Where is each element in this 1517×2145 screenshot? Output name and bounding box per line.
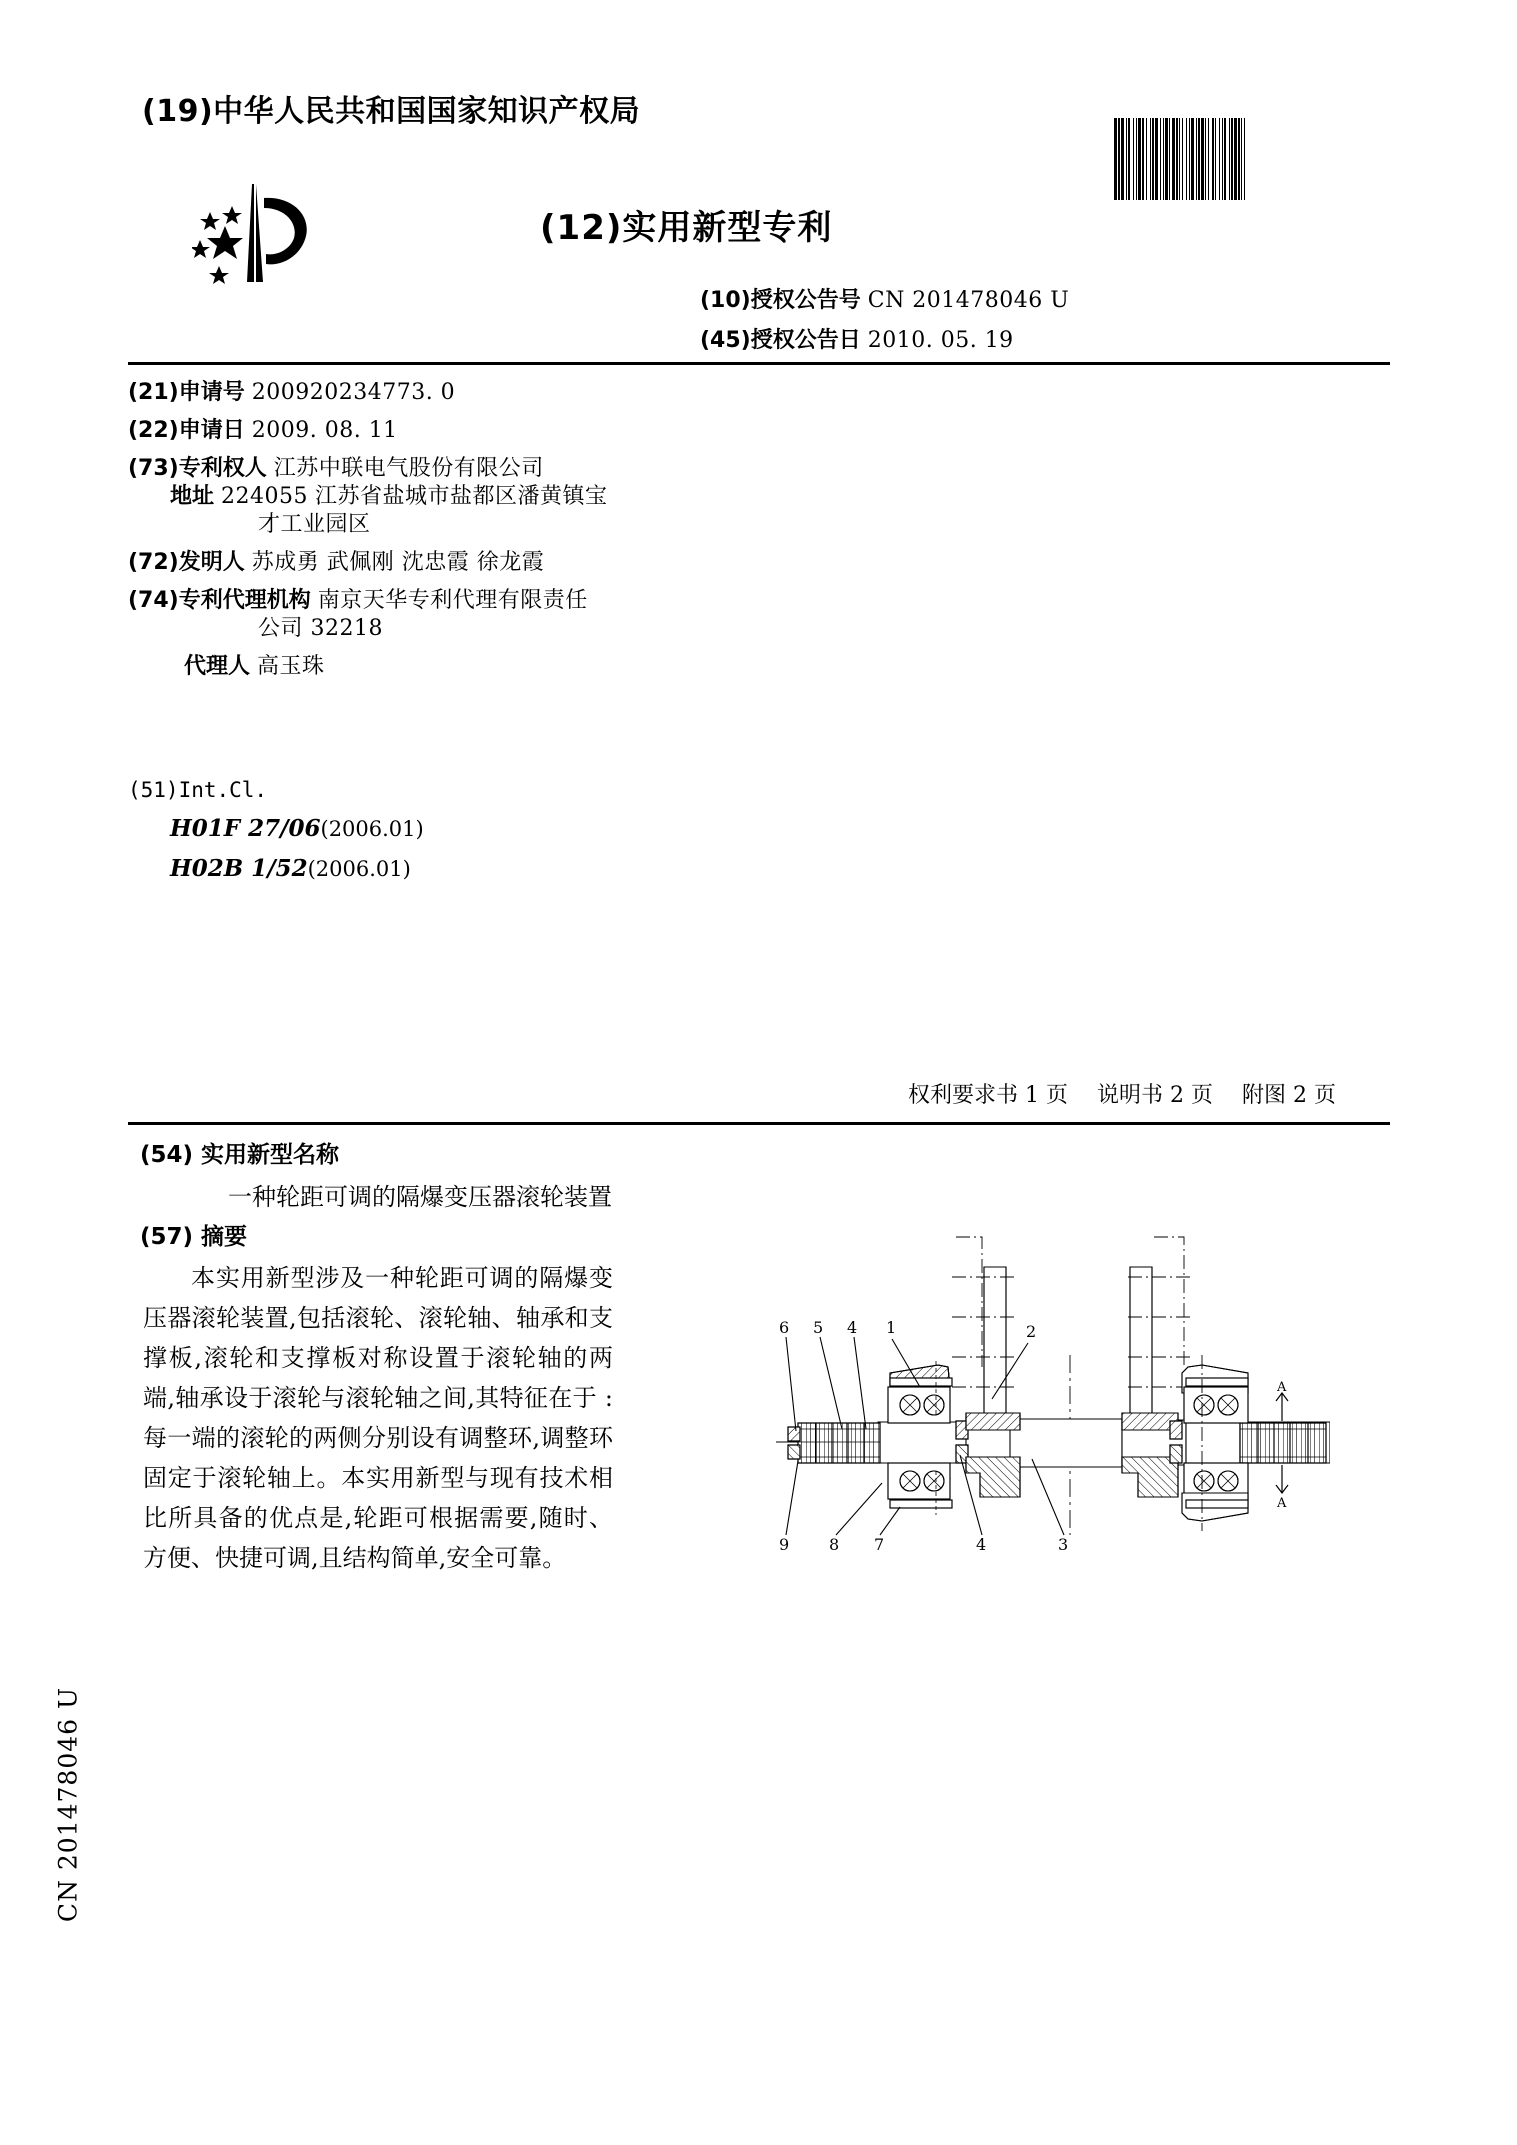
patentee-label: (73)专利权人 — [128, 456, 267, 481]
ipc-symbol: H02B 1/52 — [170, 855, 308, 882]
application-number-label: (21)申请号 — [128, 380, 245, 405]
page-count-line — [0, 1078, 1336, 1109]
figure-callout-8: 8 — [829, 1535, 840, 1554]
agency-row — [128, 590, 888, 612]
publication-number-label: (10)授权公告号 — [700, 288, 861, 313]
patentee-row — [128, 458, 888, 480]
publication-date-row — [700, 323, 1014, 354]
invention-title-value: 一种轮距可调的隔爆变压器滚轮装置 — [228, 1183, 612, 1211]
publication-date-label: (45)授权公告日 — [700, 328, 861, 353]
publication-number-value: CN 201478046 U — [867, 288, 1070, 313]
patentee-value: 江苏中联电气股份有限公司 — [273, 456, 544, 481]
drawings-page-count: 附图 2 页 — [1242, 1083, 1336, 1108]
figure-callout-4: 4 — [847, 1318, 858, 1337]
agency-line-1: 南京天华专利代理有限责任 — [317, 588, 588, 613]
ipc-entry — [128, 817, 828, 841]
ipc-entry — [128, 857, 828, 881]
inventor-row — [128, 552, 888, 574]
ipc-version: (2006.01) — [320, 817, 424, 841]
figure-callout-6: 6 — [779, 1318, 790, 1337]
ipc-symbol: H01F 27/06 — [170, 815, 321, 842]
page-title: (12)实用新型专利 — [540, 208, 833, 248]
application-date-row — [128, 420, 888, 442]
section-mark-a-top: A — [1277, 1380, 1287, 1395]
application-number-value: 200920234773. 0 — [251, 380, 456, 405]
header-divider — [128, 362, 1390, 365]
address-zip: 224055 — [221, 484, 308, 509]
roller-assembly-cross-section-drawing — [770, 1215, 1330, 1560]
agency-row-continued — [128, 618, 888, 640]
invention-title-label: (54) 实用新型名称 — [140, 1142, 340, 1168]
address-row-continued — [128, 514, 888, 536]
publication-date-value: 2010. 05. 19 — [867, 328, 1014, 353]
abstract-section-divider — [128, 1122, 1390, 1125]
cnipa-logo — [192, 178, 322, 288]
address-row — [128, 486, 888, 508]
agent-value: 高玉珠 — [257, 654, 325, 679]
agency-line-2: 公司 32218 — [258, 616, 383, 641]
application-date-label: (22)申请日 — [128, 418, 245, 443]
section-mark-a-bottom: A — [1277, 1496, 1287, 1511]
abstract-label: (57) 摘要 — [140, 1224, 248, 1250]
claims-page-count: 权利要求书 1 页 — [908, 1083, 1069, 1108]
ipc-block — [128, 780, 828, 881]
figure-callout-3: 3 — [1058, 1535, 1069, 1554]
abstract-text: 本实用新型涉及一种轮距可调的隔爆变压器滚轮装置,包括滚轮、滚轮轴、轴承和支撑板,滚轮和支撑板对称设置于滚轮轴的两端,轴承设于滚轮与滚轮轴之间,其特征在于 :每一端的滚轮的两侧分别设有调整环,调整环固定于滚轮轴上。本实用新型与现有技术相比所具备的优点是,轮距可根据需要,随时、方便、快捷可调,且结构简单,安全可靠。 — [143, 1264, 613, 1572]
application-date-value: 2009. 08. 11 — [251, 418, 398, 443]
agent-row — [128, 656, 888, 678]
address-line-1: 江苏省盐城市盐都区潘黄镇宝 — [315, 484, 608, 509]
bibliographic-block — [128, 382, 888, 694]
application-number-row — [128, 382, 888, 404]
inventor-names: 苏成勇 武佩刚 沈忠霞 徐龙霞 — [251, 550, 545, 575]
ipc-label: (51)Int.Cl. — [128, 778, 268, 802]
address-label: 地址 — [170, 484, 215, 509]
agency-label: (74)专利代理机构 — [128, 588, 311, 613]
publication-barcode — [1114, 118, 1338, 200]
agent-label: 代理人 — [184, 654, 251, 679]
figure-callout-9: 9 — [779, 1535, 790, 1554]
ipc-version: (2006.01) — [307, 857, 411, 881]
address-line-2: 才工业园区 — [258, 512, 371, 537]
inventor-label: (72)发明人 — [128, 550, 245, 575]
figure-callout-7: 7 — [874, 1535, 885, 1554]
figure-callout-5: 5 — [813, 1318, 824, 1337]
figure-callout-4b: 4 — [976, 1535, 987, 1554]
side-publication-id: CN 201478046 U — [53, 1686, 83, 1923]
description-page-count: 说明书 2 页 — [1097, 1083, 1214, 1108]
figure-callout-2: 2 — [1026, 1322, 1037, 1341]
publication-number-row — [700, 283, 1069, 314]
issuing-office-line: (19)中华人民共和国国家知识产权局 — [142, 94, 641, 129]
figure-callout-1: 1 — [886, 1318, 897, 1337]
